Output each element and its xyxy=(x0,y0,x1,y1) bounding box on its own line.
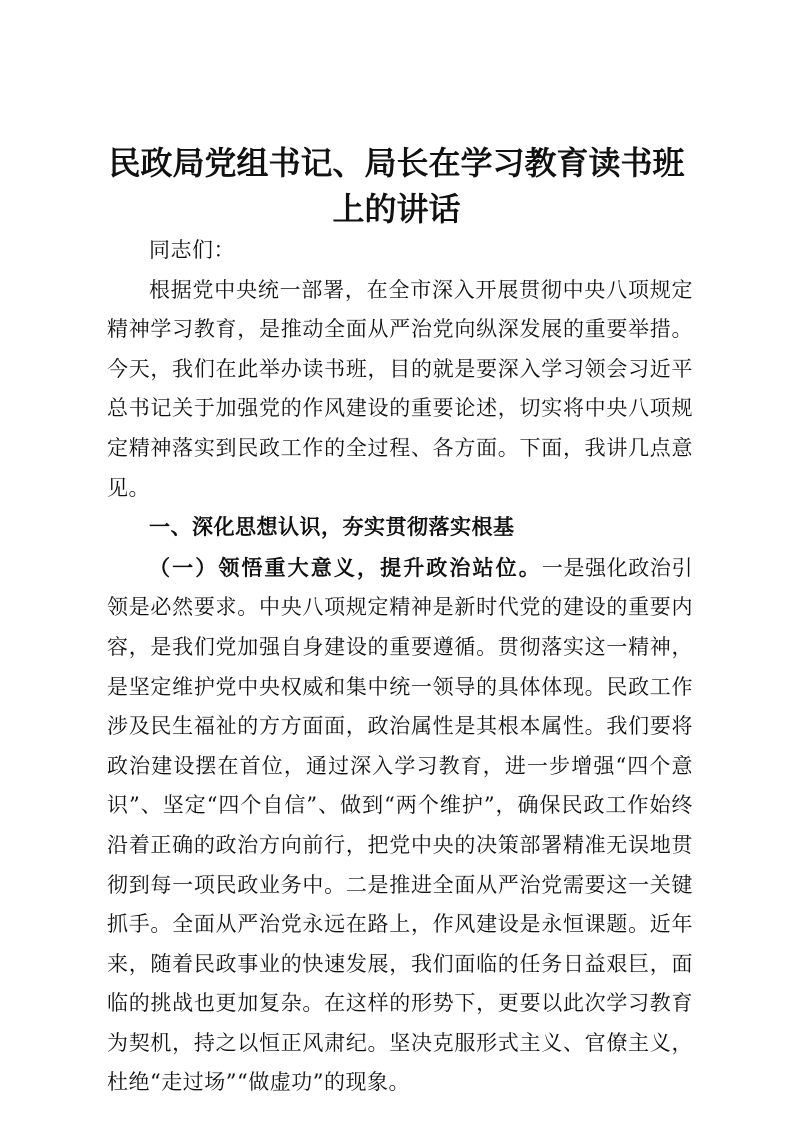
document-title: 民政局党组书记、局长在学习教育读书班上的讲话 xyxy=(108,144,685,228)
salutation: 同志们： xyxy=(149,238,235,262)
section-heading: 一、深化思想认识，夯实贯彻落实根基 xyxy=(149,515,515,540)
subsection-body: 一是强化政治引领是必然要求。中央八项规定精神是新时代党的建设的重要内容，是我们党加强自身建设的重要遵循。贯彻落实这一精神，是坚定维护党中央权威和集中统一领导的具体体现。民政工作涉及民生福祉的方方面面，政治属性是其根本属性。我们要将政治建设摆在首位，通过深入学习教育，进一步增强“四个意识”、坚定“四个自信”、做到“两个维护”，确保民政工作始终沿着正确的政治方向前行，把党中央的决策部署精准无误地贯彻到每一项民政业务中。二是推进全面从严治党需要这一关键抓手。全面从严治党永远在路上，作风建设是永恒课题。近年来，随着民政事业的快速发展，我们面临的任务日益艰巨，面临的挑战也更加复杂。在这样的形势下，更要以此次学习教育为契机，持之以恒正风肃纪。坚决克服形式主义、官僚主义，杜绝“走过场”“做虚功”的现象。 xyxy=(107,555,694,1095)
document-body xyxy=(107,231,693,1103)
subsection-paragraph xyxy=(107,548,693,1103)
subsection-lead: （一）领悟重大意义，提升政治站位。 xyxy=(149,554,542,580)
intro-paragraph: 根据党中央统一部署，在全市深入开展贯彻中央八项规定精神学习教育，是推动全面从严治党向纵深发展的重要举措。今天，我们在此举办读书班，目的就是要深入学习领会习近平总书记关于加强党的作风建设的重要论述，切实将中央八项规定精神落实到民政工作的全过程、各方面。下面，我讲几点意见。 xyxy=(107,277,693,500)
